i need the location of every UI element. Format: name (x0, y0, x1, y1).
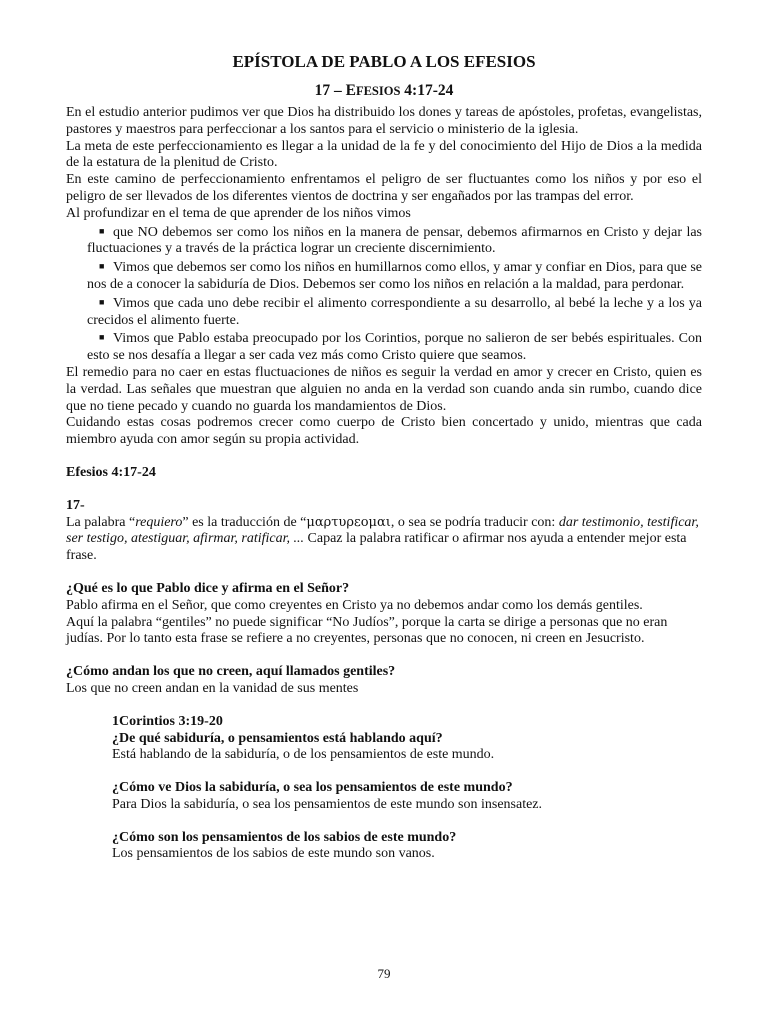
square-bullet-icon: ■ (99, 261, 105, 272)
cross-reference-block (112, 714, 702, 864)
answer: Los pensamientos de los sabios de este mundo son vanos. (112, 846, 435, 862)
verse-text: , o sea se podría traducir con: (390, 514, 559, 530)
answer: Está hablando de la sabiduría, o de los pensamientos de este mundo. (112, 747, 495, 763)
question: ¿Cómo andan los que no creen, aquí llamados gentiles? (66, 664, 396, 680)
bullet-text: Vimos que Pablo estaba preocupado por los Corintios, porque no salieron de ser bebés espirituales. Con esto se nos desafía a llegar a ser cada vez más como Cristo quiere que seamos. (87, 331, 702, 364)
document-page (66, 52, 702, 863)
list-item (66, 258, 702, 294)
verse-text: ” es la traducción de “ (182, 514, 307, 530)
list-item (66, 223, 702, 259)
verse-paragraph (66, 515, 702, 565)
square-bullet-icon: ■ (99, 225, 105, 236)
page-number: 79 (377, 966, 391, 981)
outro-paragraph: Cuidando estas cosas podremos crecer como cuerpo de Cristo bien concertado y unido, mientras que cada miembro ayuda con amor según su propia actividad. (66, 415, 702, 448)
document-title: EPÍSTOLA DE PABLO A LOS EFESIOS (232, 52, 536, 71)
intro-paragraph: En el estudio anterior pudimos ver que Dios ha distribuido los dones y tareas de apóstoles, profetas, evangelistas, pastores y maestros para perfeccionar a los santos para el servicio o ministerio de la iglesia. (66, 105, 702, 137)
lesson-subtitle (66, 82, 702, 100)
lesson-reference: 4:17-24 (400, 82, 454, 99)
bullet-text: Vimos que cada uno debe recibir el alimento correspondiente a su desarrollo, al bebé la leche y a los ya crecidos el alimento fuerte. (87, 295, 702, 328)
question: ¿De qué sabiduría, o pensamientos está hablando aquí? (112, 730, 443, 746)
bullet-text: Vimos que debemos ser como los niños en humillarnos como ellos, y amar y confiar en Dios, para que se nos de a conocer la sabiduría de Dios. Debemos ser como los niños en relación a la maldad, para perdonar. (87, 260, 702, 292)
intro-paragraph: En este camino de perfeccionamiento enfrentamos el peligro de ser fluctuantes como los niños y por eso el peligro de ser llevados de los diferentes vientos de doctrina y ser engañados por las trampas del error. (66, 172, 702, 204)
answer: Pablo afirma en el Señor, que como creyentes en Cristo ya no debemos andar como los demás gentiles. (66, 597, 643, 613)
question: ¿Qué es lo que Pablo dice y afirma en el Señor? (66, 580, 350, 596)
intro-paragraph: Al profundizar en el tema de que aprender de los niños vimos (66, 205, 411, 221)
square-bullet-icon: ■ (99, 332, 105, 343)
book-initial: E (345, 82, 356, 99)
answer: Aquí la palabra “gentiles” no puede significar “No Judíos”, porque la carta se dirige a personas que no eran judías. Por lo tanto esta frase se refiere a no creyentes, personas que no conocen, ni creen en Jesucristo. (66, 614, 668, 647)
question: ¿Cómo son los pensamientos de los sabios de este mundo? (112, 829, 457, 845)
outro-paragraph: El remedio para no caer en estas fluctuaciones de niños es seguir la verdad en amor y crecer en Cristo, quien es la verdad. Las señales que muestran que alguien no anda en la verdad son cuando anda sin rumbo, cuando dice que no tiene pecado y cuando no guarda los mandamientos de Dios. (66, 364, 702, 414)
greek-word: μαρτυρεομαι (306, 514, 391, 530)
intro-paragraph: La meta de este perfeccionamiento es llegar a la unidad de la fe y del conocimiento del Hijo de Dios a la medida de la estatura de la plenitud de Cristo. (66, 138, 702, 171)
list-item (66, 294, 702, 330)
square-bullet-icon: ■ (99, 296, 105, 307)
verse-label: 17- (66, 497, 85, 513)
list-item (66, 329, 702, 365)
answer: Los que no creen andan en la vanidad de sus mentes (66, 680, 359, 696)
lesson-number: 17 – (314, 82, 346, 99)
section-heading: Efesios 4:17-24 (66, 464, 156, 480)
verse-text: La palabra “ (66, 514, 136, 530)
keyword: requiero (135, 514, 183, 530)
question: ¿Cómo ve Dios la sabiduría, o sea los pensamientos de este mundo? (112, 780, 513, 796)
answer: Para Dios la sabiduría, o sea los pensamientos de este mundo son insensatez. (112, 796, 543, 812)
book-rest: FESIOS (355, 84, 401, 98)
bullet-text: que NO debemos ser como los niños en la manera de pensar, debemos afirmarnos en Cristo y dejar las fluctuaciones y a través de la práctica lograr un creciente discernimiento. (87, 224, 702, 257)
verse-text: Capaz la palabra ratificar o afirmar nos ayuda a entender mejor esta frase. (66, 531, 687, 564)
synonym-list: dar testimonio, testificar, ser testigo, atestiguar, afirmar, ratificar, ... (66, 514, 699, 547)
reference-heading: 1Corintios 3:19-20 (112, 713, 223, 729)
review-bullet-list (66, 223, 702, 365)
